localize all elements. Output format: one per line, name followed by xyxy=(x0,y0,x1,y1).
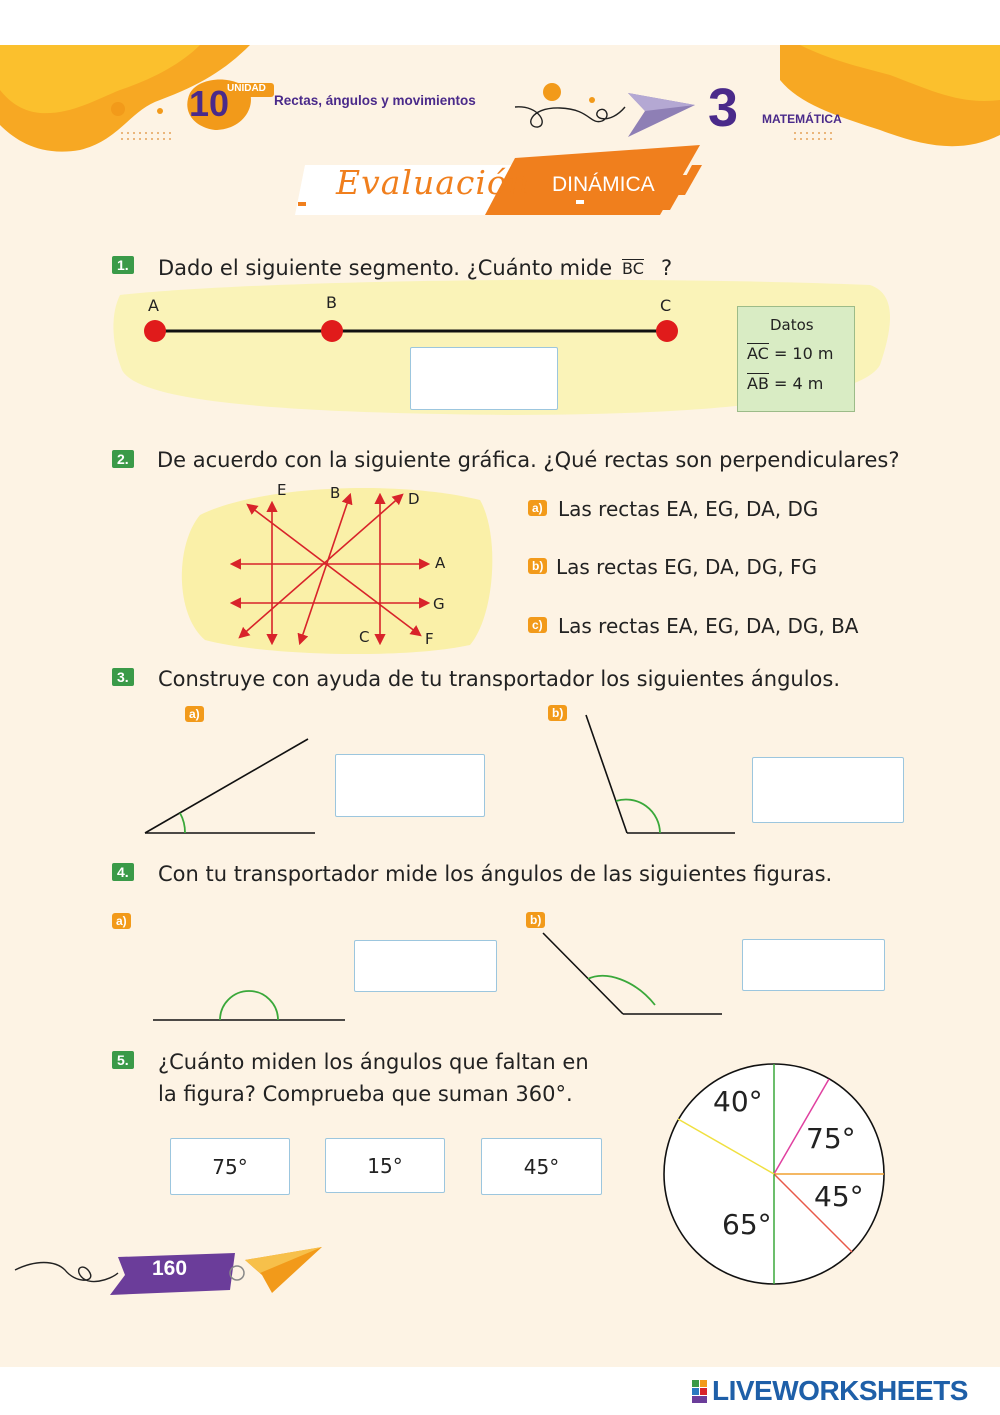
q1-data-seg-ab: AB xyxy=(747,374,769,393)
q5-answer-box-1[interactable]: 75° xyxy=(170,1138,290,1195)
q2-label-c: C xyxy=(359,628,370,646)
q3-a-answer-box[interactable] xyxy=(335,754,485,817)
q2-lines-figure xyxy=(170,475,500,665)
q4-text: Con tu transportador mide los ángulos de las siguientes figuras. xyxy=(158,862,833,886)
q3-text: Construye con ayuda de tu transportador los siguientes ángulos. xyxy=(158,667,841,691)
q2-label-e: E xyxy=(277,481,287,499)
q5-circle-label-45: 45° xyxy=(814,1180,864,1213)
q5-answer-box-3[interactable]: 45° xyxy=(481,1138,602,1195)
q1-question-mark: ? xyxy=(661,256,673,280)
q3-b-answer-box[interactable] xyxy=(752,757,904,823)
q4-a-badge: a) xyxy=(112,913,131,929)
page-number: 160 xyxy=(152,1257,188,1280)
q1-data-val-ac: = 10 m xyxy=(773,344,834,363)
q2-label-a: A xyxy=(435,554,446,572)
point-b xyxy=(321,320,343,342)
q1-point-c-label: C xyxy=(660,296,672,315)
q4-number: 4. xyxy=(112,863,134,881)
q3-b-badge: b) xyxy=(548,705,567,721)
q5-answer-box-2[interactable]: 15° xyxy=(325,1138,445,1193)
q5-circle-label-40: 40° xyxy=(713,1085,763,1118)
q1-text: Dado el siguiente segmento. ¿Cuánto mide xyxy=(158,256,613,280)
q2-label-b: B xyxy=(330,484,341,502)
q5-text-line-2: la figura? Comprueba que suman 360°. xyxy=(158,1082,573,1106)
q2-option-c[interactable]: Las rectas EA, EG, DA, DG, BA xyxy=(558,614,859,638)
q1-data-line-2 xyxy=(747,374,823,393)
q2-label-g: G xyxy=(433,595,445,613)
unit-title: Rectas, ángulos y movimientos xyxy=(274,93,476,108)
q2-option-b[interactable]: Las rectas EG, DA, DG, FG xyxy=(556,555,818,579)
q1-data-val-ab: = 4 m xyxy=(774,374,824,393)
q3-b-angle xyxy=(580,710,740,840)
point-a xyxy=(144,320,166,342)
q4-b-answer-box[interactable] xyxy=(742,939,885,991)
q4-b-angle xyxy=(540,930,730,1020)
brand-logo xyxy=(692,1380,708,1404)
q5-number: 5. xyxy=(112,1051,134,1069)
q2-option-c-badge[interactable]: c) xyxy=(528,617,547,633)
banner-title: Evaluación xyxy=(336,163,531,202)
q2-option-a-badge[interactable]: a) xyxy=(528,500,547,516)
subject-label: MATEMÁTICA xyxy=(762,112,842,126)
q5-circle-label-75: 75° xyxy=(806,1122,856,1155)
q1-point-b-label: B xyxy=(326,293,337,312)
q3-number: 3. xyxy=(112,668,134,686)
q2-label-f: F xyxy=(425,630,434,648)
q2-label-d: D xyxy=(408,490,420,508)
banner-subtitle: DINÁMICA xyxy=(552,173,655,196)
q4-b-badge: b) xyxy=(526,912,545,928)
q2-number: 2. xyxy=(112,450,134,468)
q2-option-a[interactable]: Las rectas EA, EG, DA, DG xyxy=(558,497,819,521)
q1-answer-box[interactable] xyxy=(410,347,558,410)
q5-circle-label-65: 65° xyxy=(722,1208,772,1241)
brand-logo-icon xyxy=(692,1380,699,1387)
q3-a-angle xyxy=(140,735,320,840)
q5-text-line-1: ¿Cuánto miden los ángulos que faltan en xyxy=(158,1050,589,1074)
q1-data-line-1 xyxy=(747,344,833,363)
q1-point-a-label: A xyxy=(148,296,159,315)
q2-option-b-badge[interactable]: b) xyxy=(528,558,547,574)
q4-a-angle xyxy=(150,980,350,1030)
q3-a-badge: a) xyxy=(185,706,204,722)
q4-a-answer-box[interactable] xyxy=(354,940,497,992)
unit-label: UNIDAD xyxy=(227,83,266,94)
grade-number: 3 xyxy=(708,78,739,138)
unit-number: 10 xyxy=(189,83,230,124)
q5-circle-figure xyxy=(660,1062,894,1288)
q1-number: 1. xyxy=(112,256,134,274)
q1-data-seg-ac: AC xyxy=(747,344,769,363)
worksheet-page xyxy=(0,45,1000,1367)
q1-segment-bc: BC xyxy=(622,259,644,278)
brand-name: LIVEWORKSHEETS xyxy=(712,1375,968,1406)
point-c xyxy=(656,320,678,342)
q2-text: De acuerdo con la siguiente gráfica. ¿Qué rectas son perpendiculares? xyxy=(157,448,900,472)
q1-data-title: Datos xyxy=(770,316,814,334)
